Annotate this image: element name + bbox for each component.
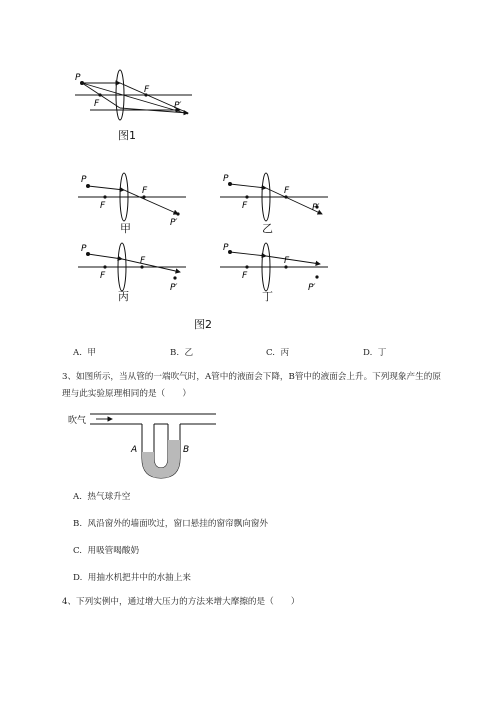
fig1-label-p-prime: P′ — [174, 101, 182, 111]
q2-option-a-text: 甲 — [87, 348, 97, 358]
q2-option-c[interactable] — [266, 346, 289, 358]
figure-2-caption: 图2 — [194, 318, 212, 331]
yi-label-f-left: F — [242, 201, 248, 211]
jia-label-p: P — [81, 175, 87, 185]
jia-label-f-right: F — [142, 186, 148, 196]
q3-stem-line-1: 3、如图所示，当从管的一端吹气时，A管中的液面会下降，B管中的液面会上升。下列现象产生的原 — [62, 372, 441, 382]
panel-name-ding: 丁 — [262, 290, 273, 303]
yi-label-p-prime: P′ — [312, 203, 320, 213]
figure-1-caption: 图1 — [118, 129, 136, 142]
bing-label-f-right: F — [140, 256, 146, 266]
q3-option-d-letter: D. — [73, 573, 83, 583]
q3-option-c[interactable] — [73, 544, 139, 556]
fig1-label-p: P — [75, 73, 81, 83]
q3-stem — [62, 369, 482, 403]
q3-fig-label-b: B — [183, 445, 190, 455]
q2-option-d[interactable] — [363, 346, 386, 358]
bing-label-p-prime: P′ — [170, 283, 178, 293]
q2-option-d-text: 丁 — [377, 348, 387, 358]
ding-label-f-left: F — [242, 271, 248, 281]
q3-option-b-letter: B. — [73, 519, 83, 529]
ding-label-p: P — [223, 243, 229, 253]
q3-option-c-text: 用吸管喝酸奶 — [87, 546, 140, 556]
panel-name-bing: 丙 — [118, 290, 129, 303]
q2-option-a[interactable] — [73, 346, 96, 358]
q3-option-c-letter: C. — [73, 546, 83, 556]
q2-option-b-text: 乙 — [184, 348, 194, 358]
yi-label-f-right: F — [284, 186, 290, 196]
jia-label-f-left: F — [100, 201, 106, 211]
q3-figure-u-tube — [68, 408, 218, 484]
figure-2-panel-ding — [220, 242, 335, 298]
q3-fig-label-blow: 吹气 — [68, 416, 87, 426]
figure-1-diagram — [70, 68, 200, 126]
q3-option-d-text: 用抽水机把井中的水抽上来 — [87, 573, 191, 583]
q3-option-d[interactable] — [73, 571, 191, 583]
panel-name-jia: 甲 — [120, 222, 131, 235]
q2-option-c-letter: C. — [266, 348, 276, 358]
q2-option-b-letter: B. — [170, 348, 180, 358]
bing-label-f-left: F — [100, 271, 106, 281]
bing-label-p: P — [81, 244, 87, 254]
q3-option-b[interactable] — [73, 517, 268, 529]
q2-option-b[interactable] — [170, 346, 193, 358]
ding-label-f-right: F — [284, 256, 290, 266]
ding-label-p-prime: P′ — [308, 283, 316, 293]
fig1-label-f-left: F — [94, 99, 100, 109]
figure-2-panel-yi — [220, 172, 335, 228]
q3-option-a-text: 热气球升空 — [87, 492, 131, 502]
q3-option-a[interactable] — [73, 490, 130, 502]
fig1-label-f-right: F — [144, 85, 150, 95]
yi-label-p: P — [223, 174, 229, 184]
q2-option-d-letter: D. — [363, 348, 373, 358]
jia-label-p-prime: P′ — [170, 218, 178, 228]
q2-option-a-letter: A. — [73, 348, 82, 358]
figure-2-panel-bing — [78, 242, 193, 298]
q3-stem-line-2: 理与此实验原理相同的是（ ） — [62, 389, 191, 399]
panel-name-yi: 乙 — [262, 222, 273, 235]
figure-2-panel-jia — [78, 172, 193, 228]
q3-option-a-letter: A. — [73, 492, 82, 502]
q3-option-b-text: 风沿窗外的墙面吹过，窗口悬挂的窗帘飘向窗外 — [87, 519, 269, 529]
q2-option-c-text: 丙 — [280, 348, 290, 358]
q3-fig-label-a: A — [131, 445, 138, 455]
q4-stem: 4、下列实例中，通过增大压力的方法来增大摩擦的是（ ） — [62, 597, 300, 607]
